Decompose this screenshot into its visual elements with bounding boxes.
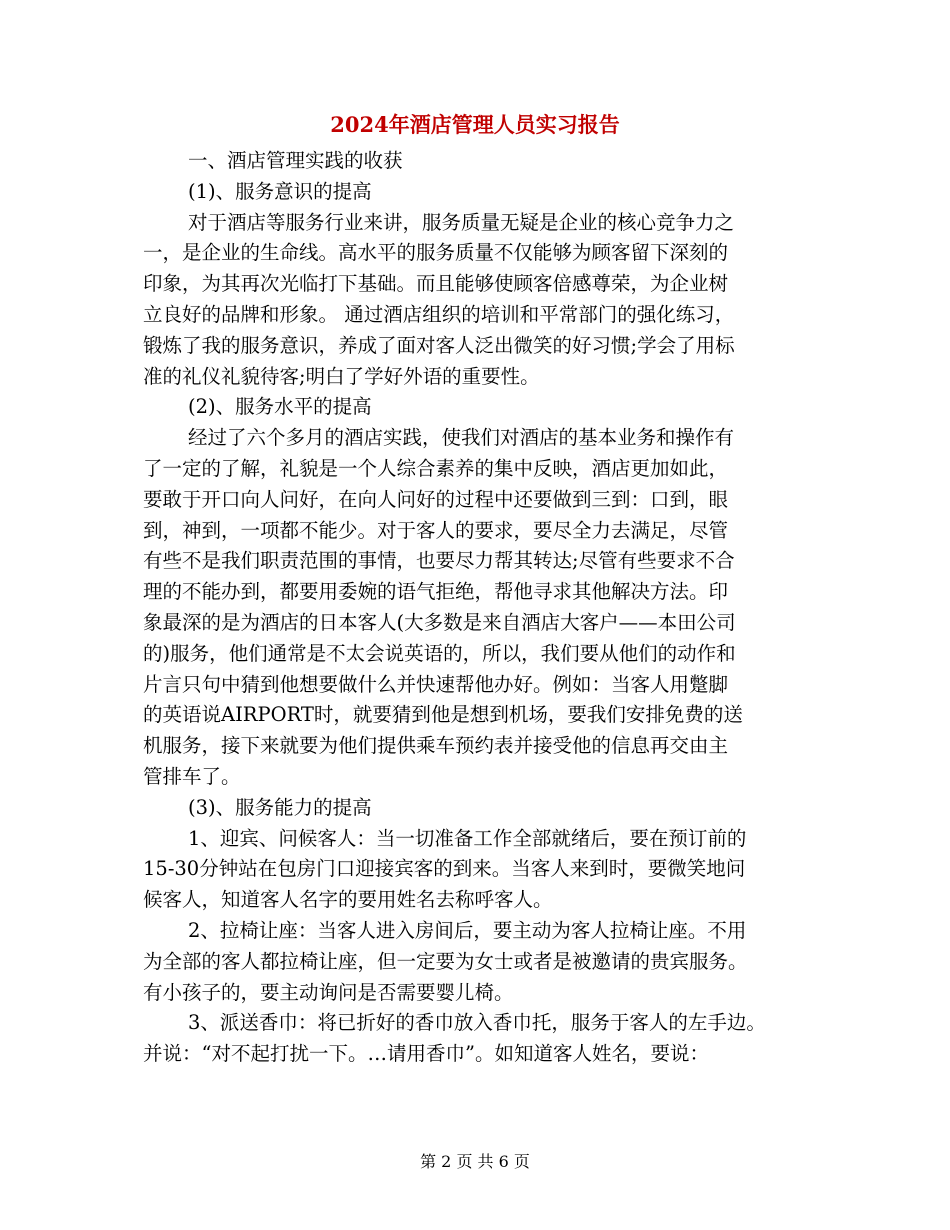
paragraph-line: 为全部的客人都拉椅让座，但一定要为女士或者是被邀请的贵宾服务。 <box>143 949 748 973</box>
paragraph-line: 2、拉椅让座：当客人进入房间后，要主动为客人拉椅让座。不用 <box>188 918 747 942</box>
paragraph-line: 有些不是我们职责范围的事情，也要尽力帮其转达;尽管有些要求不合 <box>143 549 735 573</box>
paragraph-line: 锻炼了我的服务意识，养成了面对客人泛出微笑的好习惯;学会了用标 <box>143 333 735 357</box>
paragraph-line: 候客人，知道客人名字的要用姓名去称呼客人。 <box>143 888 553 912</box>
paragraph-line: 并说：“对不起打扰一下。…请用香巾”。如知道客人姓名，要说： <box>143 1042 709 1066</box>
paragraph-line: 印象，为其再次光临打下基础。而且能够使顾客倍感尊荣，为企业树 <box>143 272 729 296</box>
paragraph-line: 对于酒店等服务行业来讲，服务质量无疑是企业的核心竞争力之 <box>188 210 735 234</box>
paragraph-line: 的)服务，他们通常是不太会说英语的，所以，我们要从他们的动作和 <box>143 641 736 665</box>
paragraph-line: 15-30分钟站在包房门口迎接宾客的到来。当客人来到时，要微笑地问 <box>143 857 746 881</box>
paragraph-line: 要敢于开口向人问好，在向人问好的过程中还要做到三到：口到，眼 <box>143 487 729 511</box>
paragraph-line: 经过了六个多月的酒店实践，使我们对酒店的基本业务和操作有 <box>188 426 735 450</box>
subsection-heading: (3)、服务能力的提高 <box>188 795 372 819</box>
paragraph-line: 到，神到，一项都不能少。对于客人的要求，要尽全力去满足，尽管 <box>143 518 729 542</box>
subsection-heading: (2)、服务水平的提高 <box>188 395 372 419</box>
paragraph-line: 象最深的是为酒店的日本客人(大多数是来自酒店大客户——本田公司 <box>143 610 736 634</box>
page-footer: 第 2 页 共 6 页 <box>420 1152 530 1171</box>
paragraph-line: 立良好的品牌和形象。 通过酒店组织的培训和平常部门的强化练习， <box>143 302 735 326</box>
paragraph-line: 一，是企业的生命线。高水平的服务质量不仅能够为顾客留下深刻的 <box>143 241 729 265</box>
paragraph-line: 1、迎宾、问候客人：当一切准备工作全部就绪后，要在预订前的 <box>188 826 747 850</box>
subsection-heading: (1)、服务意识的提高 <box>188 179 372 203</box>
paragraph-line: 3、派送香巾：将已折好的香巾放入香巾托，服务于客人的左手边。 <box>188 1011 766 1035</box>
section-heading: 一、酒店管理实践的收获 <box>188 149 403 172</box>
paragraph-line: 片言只句中猜到他想要做什么并快速帮他办好。例如：当客人用蹩脚 <box>143 672 729 696</box>
document-title: 2024年酒店管理人员实习报告 <box>330 112 620 137</box>
paragraph-line: 准的礼仪礼貌待客;明白了学好外语的重要性。 <box>143 364 540 388</box>
paragraph-line: 理的不能办到，都要用委婉的语气拒绝，帮他寻求其他解决方法。印 <box>143 580 729 604</box>
document-body <box>143 146 813 1070</box>
paragraph-line: 管排车了。 <box>143 764 241 788</box>
paragraph-line: 有小孩子的，要主动询问是否需要婴儿椅。 <box>143 980 514 1004</box>
paragraph-line: 的英语说AIRPORT时，就要猜到他是想到机场，要我们安排免费的送 <box>143 703 743 727</box>
paragraph-line: 机服务，接下来就要为他们提供乘车预约表并接受他的信息再交由主 <box>143 734 729 758</box>
paragraph-line: 了一定的了解，礼貌是一个人综合素养的集中反映，酒店更加如此， <box>143 456 729 480</box>
